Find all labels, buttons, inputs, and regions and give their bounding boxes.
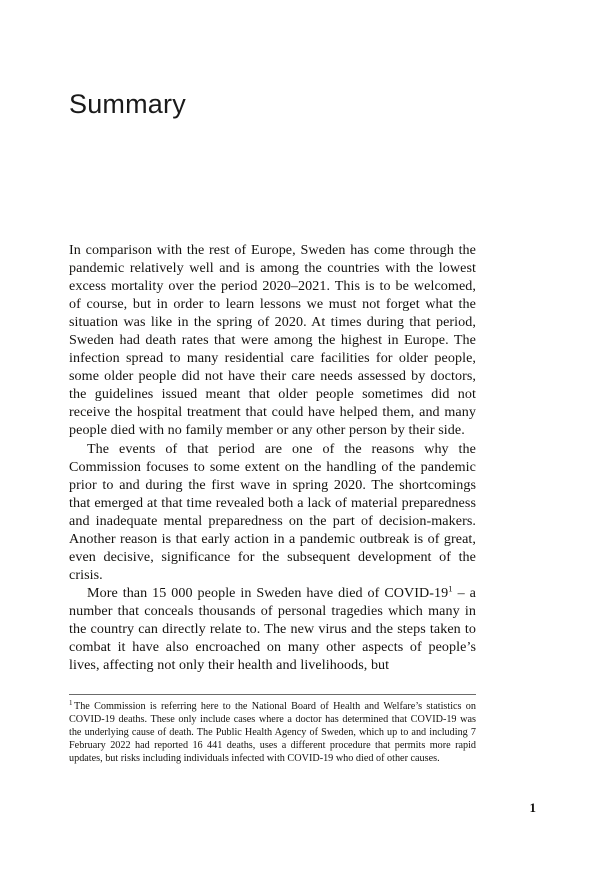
footnote-area [69, 694, 476, 766]
footnote-reference-marker[interactable]: 1 [448, 583, 453, 594]
page-title: Summary [69, 89, 186, 120]
body-paragraph-1: In comparison with the rest of Europe, Sweden has come through the pandemic relatively well and is among the countries with the lowest excess mortality over the period 2020–2021. This is to be welcomed, of course, but in order to learn lessons we must not forget what the situation was like in the spring of 2020. At times during that period, Sweden had death rates that were among the highest in Europe. The infection spread to many residential care facilities for older people, some older people did not have their care needs assessed by doctors, the guidelines issued meant that older people sometimes did not receive the hospital treatment that could have helped them, and many people died with no family member or any other person by their side. [69, 242, 476, 439]
body-text-column [69, 241, 476, 674]
footnote-entry [69, 701, 476, 766]
paragraph-3-text-after-footnote-ref: – a number that conceals thousands of personal tragedies which many in the country can directly relate to. The new virus and the steps taken to combat it have also encroached on many other aspects of people’s lives, affecting not only their health and livelihoods, but [69, 584, 476, 674]
footnote-separator-rule [69, 694, 476, 695]
footnote-number: 1 [69, 699, 73, 707]
paragraph-3-text-before-footnote-ref: More than 15 000 people in Sweden have died of COVID-19 [87, 584, 449, 601]
footnote-body-text: The Commission is referring here to the National Board of Health and Welfare’s statistics on COVID-19 deaths. These only include cases where a doctor has determined that COVID-19 was the underlying cause of death. The Public Health Agency of Sweden, which up to and including 7 February 2022 had reported 16 441 deaths, uses a different procedure that permits more rapid updates, but risks including individuals infected with COVID-19 who died of other causes. [69, 701, 476, 764]
page-number: 1 [529, 800, 536, 815]
body-paragraph-2: The events of that period are one of the reasons why the Commission focuses to some extent on the handling of the pandemic prior to and during the first wave in spring 2020. The shortcomings that emerged at that time revealed both a lack of material preparedness and inadequate mental preparedness on the part of decision-makers. Another reason is that early action in a pandemic outbreak is of great, even decisive, significance for the subsequent development of the crisis. [69, 440, 476, 583]
body-paragraph-3 [69, 584, 476, 674]
